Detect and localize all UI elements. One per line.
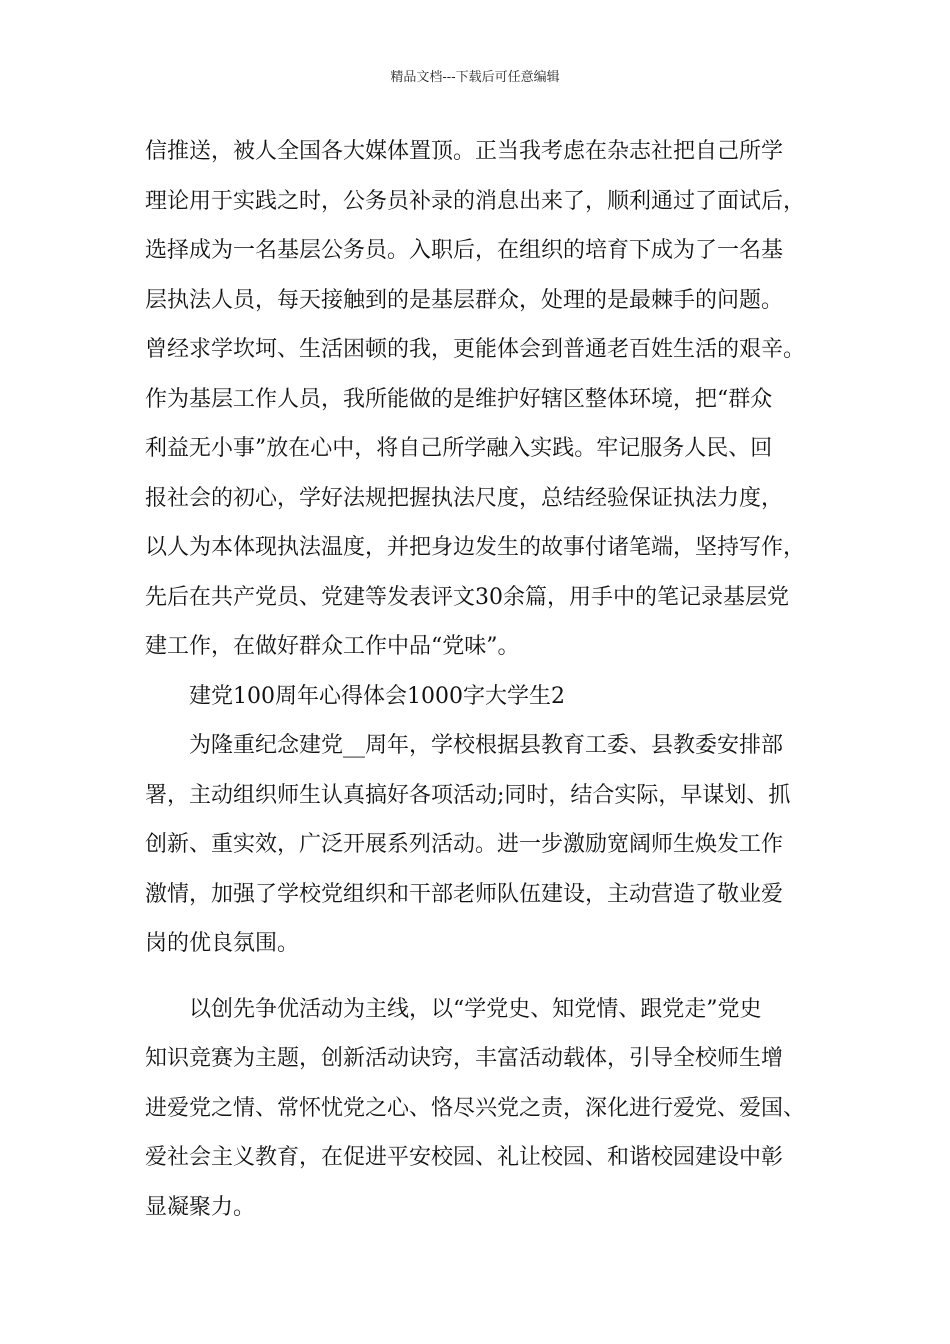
paragraph-line: 曾经求学坎坷、生活困顿的我，更能体会到普通老百姓生活的艰辛。	[145, 337, 806, 362]
paragraph-gap	[145, 974, 815, 990]
paragraph-line: 理论用于实践之时，公务员补录的消息出来了，顺利通过了面试后，	[145, 188, 806, 214]
paragraph-line: 显凝聚力。	[145, 1194, 256, 1220]
paragraph-line: 层执法人员，每天接触到的是基层群众，处理的是最棘手的问题。	[145, 287, 784, 313]
paragraph-line: 知识竞赛为主题，创新活动诀窍，丰富活动载体，引导全校师生增	[145, 1046, 784, 1071]
paragraph-line: 岗的优良氛围。	[145, 931, 300, 956]
paragraph-line: 作为基层工作人员，我所能做的是维护好辖区整体环境，把“群众	[145, 386, 773, 412]
paragraph-line: 激情，加强了学校党组织和干部老师队伍建设，主动营造了敬业爱	[145, 881, 784, 907]
paragraph-line: 以人为本体现执法温度，并把身边发生的故事付诸笔端，坚持写作，	[145, 535, 806, 560]
document-body	[145, 132, 815, 1237]
paragraph-line: 建工作，在做好群众工作中品“党味”。	[145, 634, 520, 659]
section-heading: 建党100周年心得体会1000字大学生2	[189, 683, 565, 709]
paragraph-line: 以创先争优活动为主线，以“学党史、知党情、跟党走”党史	[189, 996, 762, 1022]
paragraph-line: 创新、重实效，广泛开展系列活动。进一步激励宽阔师生焕发工作	[145, 832, 784, 857]
paragraph-line: 选择成为一名基层公务员。入职后，在组织的培育下成为了一名基	[145, 238, 784, 263]
paragraph-line: 利益无小事”放在心中，将自己所学融入实践。牢记服务人民、回	[145, 436, 773, 461]
paragraph-line: 先后在共产党员、党建等发表评文30余篇，用手中的笔记录基层党	[145, 584, 789, 610]
paragraph-line: 署，主动组织师生认真搞好各项活动;同时，结合实际，早谋划、抓	[145, 782, 791, 808]
paragraph-line: 爱社会主义教育，在促进平安校园、礼让校园、和谐校园建设中彰	[145, 1145, 784, 1170]
paragraph-line: 信推送，被人全国各大媒体置顶。正当我考虑在杂志社把自己所学	[145, 139, 784, 164]
paragraph-line: 进爱党之情、常怀忧党之心、恪尽兴党之责，深化进行爱党、爱国、	[145, 1095, 806, 1121]
paragraph-line: 报社会的初心，学好法规把握执法尺度，总结经验保证执法力度，	[145, 485, 784, 511]
paragraph-line: 为隆重纪念建党__周年，学校根据县教育工委、县教委安排部	[189, 733, 784, 758]
page-header: 精品文档---下载后可任意编辑	[390, 70, 560, 85]
